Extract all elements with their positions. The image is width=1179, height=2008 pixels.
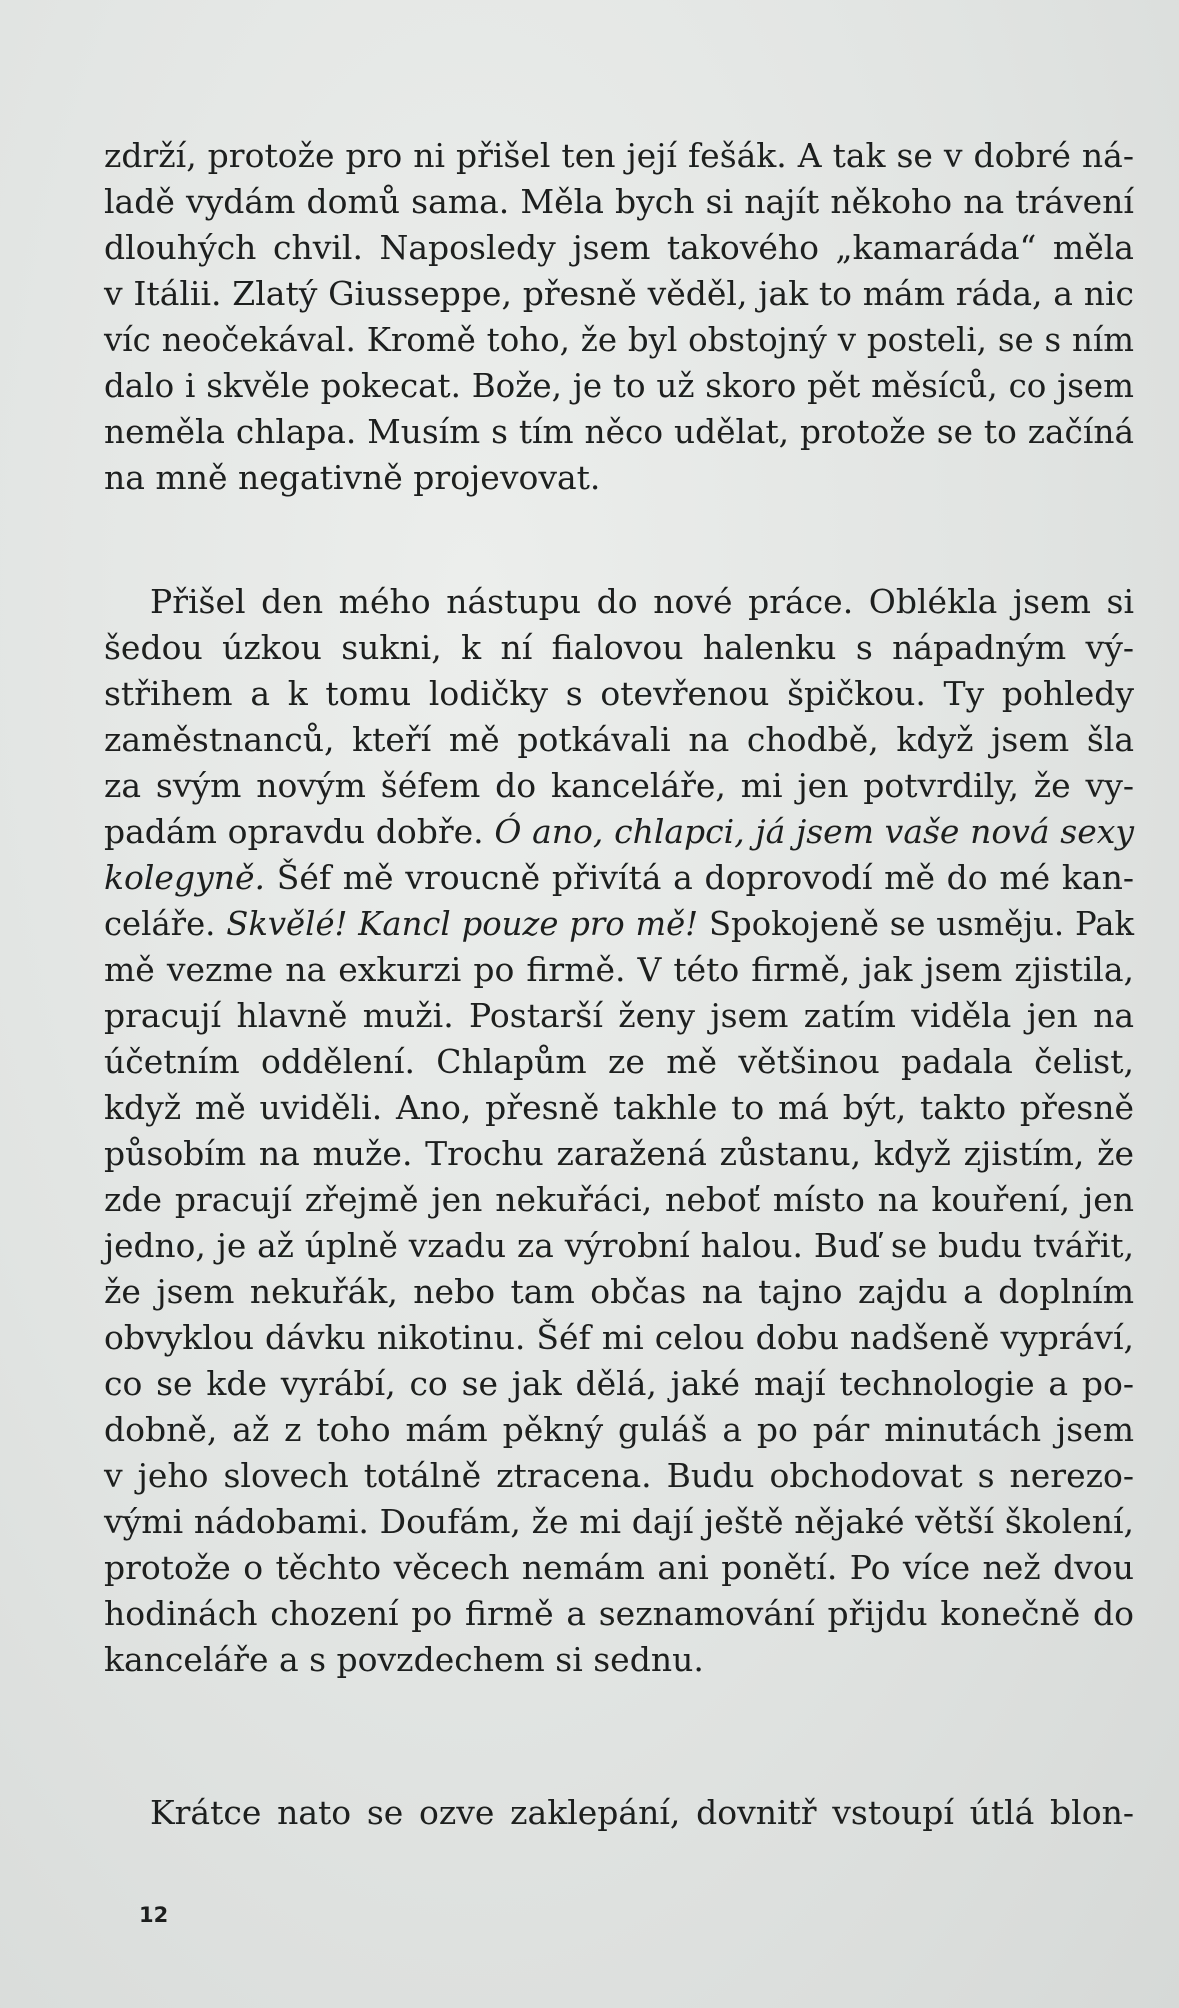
text-line: zde pracují zřejmě jen nekuřáci, neboť místo na kouření, jen (104, 1180, 1134, 1219)
text-line: Krátce nato se ozve zaklepání, dovnitř vstoupí útlá blon- (150, 1793, 1134, 1832)
text-line: vými nádobami. Doufám, že mi dají ještě nějaké větší školení, (104, 1502, 1134, 1541)
text-run: padám opravdu dobře. (104, 812, 495, 851)
text-line: v jeho slovech totálně ztracena. Budu obchodovat s nerezo- (104, 1456, 1134, 1495)
page-number: 12 (139, 1903, 169, 1927)
italic-thought: Ó ano, chlapci, já jsem vaše nová sexy (494, 812, 1135, 851)
text-run: Spokojeně se usměju. Pak (698, 905, 1134, 943)
text-line: dobně, až z toho mám pěkný guláš a po pár minutách jsem (104, 1410, 1134, 1449)
text-line (104, 855, 1134, 901)
text-line: co se kde vyrábí, co se jak dělá, jaké mají technologie a po- (104, 1364, 1134, 1403)
text-line: zaměstnanců, kteří mě potkávali na chodbě, když jsem šla (104, 720, 1134, 759)
text-line: kanceláře a s povzdechem si sednu. (104, 1640, 704, 1679)
text-line: jedno, je až úplně vzadu za výrobní halou. Buď se budu tvářit, (104, 1227, 1134, 1265)
text-line: mě vezme na exkurzi po firmě. V této firmě, jak jsem zjistila, (104, 950, 1134, 989)
text-run: celáře. (104, 905, 227, 943)
text-line: víc neočekával. Kromě toho, že byl obstojný v posteli, se s ním (104, 321, 1134, 359)
italic-thought: Skvělé! Kancl pouze pro mě! (226, 905, 699, 943)
text-run: Šéf mě vroucně přivítá a doprovodí mě do mé kan- (265, 858, 1134, 897)
text-line: dlouhých chvil. Naposledy jsem takového „kamaráda“ měla (104, 228, 1134, 267)
text-line: neměla chlapa. Musím s tím něco udělat, protože se to začíná (104, 413, 1134, 451)
text-line: hodinách chození po firmě a seznamování přijdu konečně do (104, 1594, 1134, 1633)
text-line: ladě vydám domů sama. Měla bych si najít někoho na trávení (104, 182, 1134, 221)
text-line: šedou úzkou sukni, k ní fialovou halenku s nápadným vý- (104, 628, 1134, 667)
text-line: dalo i skvěle pokecat. Bože, je to už skoro pět měsíců, co jsem (104, 367, 1134, 405)
text-line: když mě uviděli. Ano, přesně takhle to má být, takto přesně (104, 1088, 1134, 1127)
text-line (104, 809, 1134, 855)
text-line: za svým novým šéfem do kanceláře, mi jen potvrdily, že vy- (104, 766, 1134, 805)
text-line: účetním oddělení. Chlapům ze mě většinou padala čelist, (104, 1042, 1134, 1081)
text-line: že jsem nekuřák, nebo tam občas na tajno zajdu a doplním (104, 1272, 1134, 1311)
text-line: v Itálii. Zlatý Giusseppe, přesně věděl, jak to mám ráda, a nic (104, 274, 1134, 313)
text-line: obvyklou dávku nikotinu. Šéf mi celou dobu nadšeně vypráví, (104, 1318, 1134, 1357)
text-line: pracují hlavně muži. Postarší ženy jsem zatím viděla jen na (104, 996, 1134, 1035)
text-line: Přišel den mého nástupu do nové práce. Oblékla jsem si (150, 582, 1134, 621)
paragraph-2 (104, 579, 1134, 1683)
text-line: působím na muže. Trochu zaražená zůstanu, když zjistím, že (104, 1134, 1134, 1173)
text-line: střihem a k tomu lodičky s otevřenou špičkou. Ty pohledy (104, 674, 1134, 713)
text-line: protože o těchto věcech nemám ani ponětí. Po více než dvou (104, 1548, 1134, 1587)
text-line: zdrží, protože pro ni přišel ten její fešák. A tak se v dobré ná- (104, 136, 1134, 175)
paragraph-3 (104, 1790, 1134, 1836)
paragraph-1 (104, 133, 1134, 501)
text-line (104, 901, 1134, 947)
text-line: na mně negativně projevovat. (104, 458, 601, 497)
italic-thought: kolegyně. (104, 858, 265, 897)
